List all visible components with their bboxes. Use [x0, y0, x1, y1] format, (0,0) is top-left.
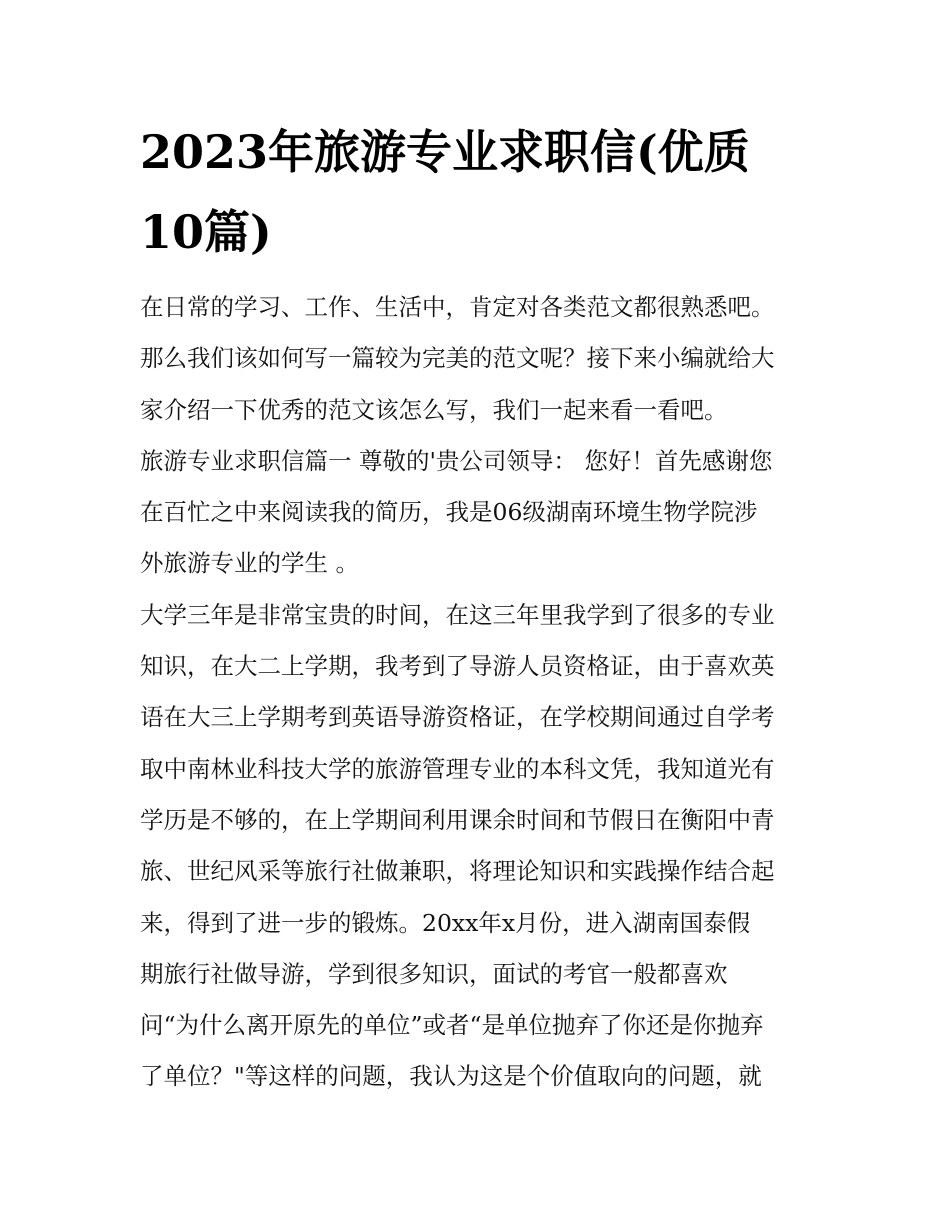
- title-line: 2023年旅游专业求职信(优质: [140, 125, 750, 179]
- text-line: 来，得到了进一步的锻炼。20xx年x月份，进入湖南国泰假: [140, 908, 751, 937]
- text-line: 语在大三上学期考到英语导游资格证，在学校期间通过自学考: [140, 703, 775, 732]
- paragraph-university-experience: [140, 590, 820, 1103]
- document-body: [140, 282, 820, 1103]
- text-line: 在百忙之中来阅读我的简历，我是06级湖南环境生物学院涉: [140, 498, 758, 527]
- text-line: 大学三年是非常宝贵的时间，在这三年里我学到了很多的专业: [140, 600, 775, 629]
- text-line: 学历是不够的，在上学期间利用课余时间和节假日在衡阳中青: [140, 805, 775, 834]
- text-line: 家介绍一下优秀的范文该怎么写，我们一起来看一看吧。: [140, 395, 728, 424]
- document-page: [140, 112, 820, 1103]
- paragraph-intro: [140, 282, 820, 436]
- text-line: 知识，在大二上学期，我考到了导游人员资格证，由于喜欢英: [140, 652, 775, 681]
- text-line: 在日常的学习、工作、生活中，肯定对各类范文都很熟悉吧。: [140, 293, 775, 321]
- text-line: 外旅游专业的学生 。: [140, 549, 359, 578]
- text-line: 问“为什么离开原先的单位”或者“是单位抛弃了你还是你抛弃: [140, 1011, 764, 1040]
- text-line: 旅游专业求职信篇一 尊敬的'贵公司领导： 您好！首先感谢您: [140, 446, 773, 475]
- text-line: 期旅行社做导游，学到很多知识，面试的考官一般都喜欢: [140, 959, 728, 988]
- text-line: 旅、世纪风采等旅行社做兼职，将理论知识和实践操作结合起: [140, 857, 775, 886]
- text-line: 了单位？"等这样的问题，我认为这是个价值取向的问题，就: [140, 1062, 762, 1091]
- paragraph-letter-opening: [140, 436, 820, 590]
- text-line: 那么我们该如何写一篇较为完美的范文呢？接下来小编就给大: [140, 344, 775, 373]
- text-line: 取中南林业科技大学的旅游管理专业的本科文凭，我知道光有: [140, 754, 775, 783]
- title-line: 10篇): [140, 205, 272, 259]
- document-title: [140, 112, 820, 272]
